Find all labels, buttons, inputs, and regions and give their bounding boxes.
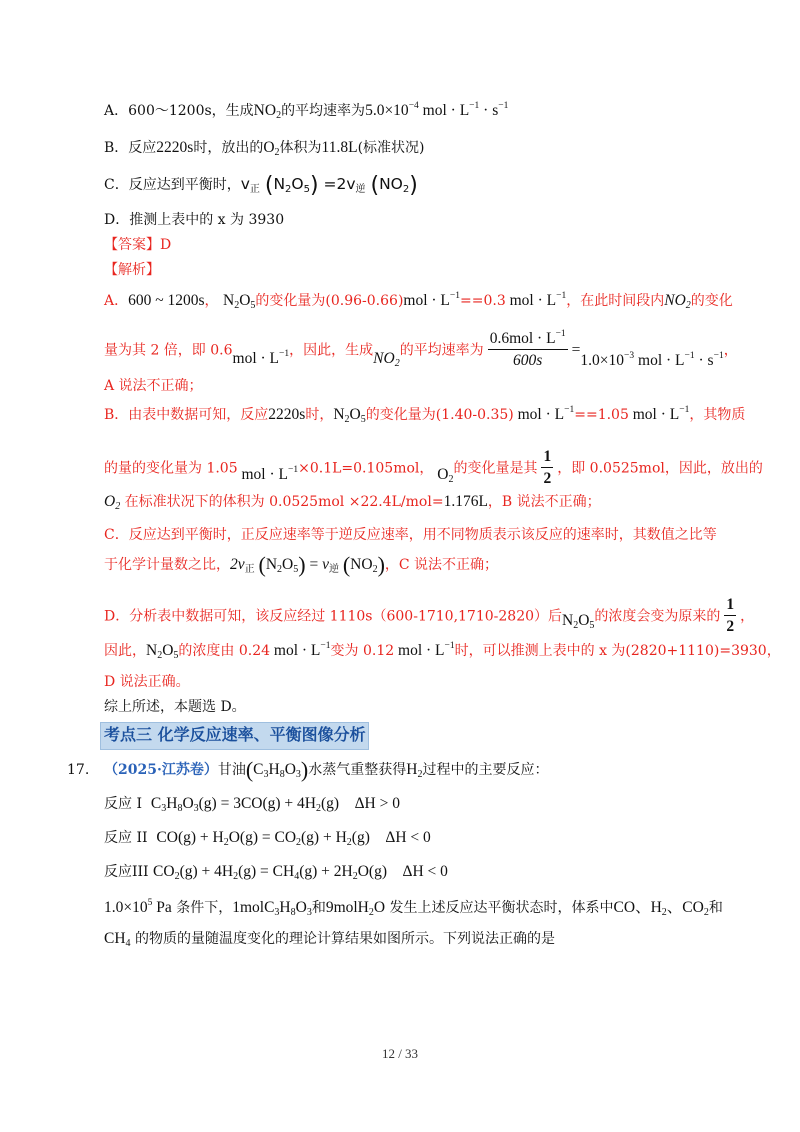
analysis-a-line1: A．600 ~ 1200s， $N_2O_5$的变化量为$(0.96-0.66)mol \cdot L^{-1}==0.3$ mol · $L^{-1}$，在此时间段内$NO_2$的变化 — [104, 291, 733, 311]
section-title: 考点三 化学反应速率、平衡图像分析 — [104, 725, 366, 744]
reaction-1: 反应 I $C_3H_8O_3(g) = 3CO(g) + 4H_2(g)$ ΔH > 0 — [104, 795, 400, 814]
analysis-b-line2: 的量的变化量为 1.05 mol · $L^{-1}\times 0.1L=0.105mol$， $O_2$的变化量是其 $\frac{1}{2}$ ，即 0.0525mol，因此，放出的 — [104, 448, 763, 487]
answer: 【答案】D — [104, 237, 172, 253]
analysis-a-line2: 量为其 2 倍，即 $0.6mol \cdot L^{-1}$，因此，生成$NO_2$的平均速率为 $\frac{0.6mol \cdot L^{-1}}{600s}$ $=1.0\times 10^{-3}$ mol · $L^{-1} \cdot s^{-1}$， — [104, 329, 738, 369]
analysis-a-line3: A 说法不正确； — [104, 378, 203, 394]
option-a: A．600～1200s，生成$NO_2$的平均速率为$5.0\times 10^{-4}$ mol · $L^{-1} \cdot s^{-1}$ — [104, 101, 509, 121]
condition-line1: $1.0\times 10^5$ Pa 条件下，$1molC_3H_8O_3$和9molH$_2$O 发生上述反应达平衡状态时，体系中CO、$H_2$、$CO_2$和 — [104, 898, 723, 918]
analysis-d-line3: D 说法正确。 — [104, 674, 190, 690]
reaction-2: 反应 II $CO(g) + H_2O(g) = CO_2(g) + H_2(g)$ ΔH < 0 — [104, 829, 431, 848]
reaction-3: 反应III $CO_2(g) + 4H_2(g) = CH_4(g) + 2H_2O(g)$ ΔH < 0 — [104, 863, 448, 882]
analysis-b-line3: $O_2$ 在标准状况下的体积为 0.0525mol ×22.4L/mol=1.176L，B 说法不正确； — [104, 493, 601, 512]
analysis-d-line1: D．分析表中数据可知，该反应经过 1110s（600-1710,1710-2820）后$N_2O_5$的浓度会变为原来的 $\frac{1}{2}$ ， — [104, 596, 755, 635]
condition-line2: $CH_4$ 的物质的量随温度变化的理论计算结果如图所示。下列说法正确的是 — [104, 930, 555, 949]
analysis-c-line1: C．反应达到平衡时，正反应速率等于逆反应速率，用不同物质表示该反应的速率时，其数值之比等 — [104, 527, 717, 543]
question-number: 17. — [67, 762, 90, 778]
option-d: D．推测上表中的 x 为 3930 — [104, 212, 285, 228]
analysis-b-line1: B．由表中数据可知，反应2220s时，$N_2O_5$的变化量为(1.40-0.35) mol · $L^{-1}==1.05$ mol · $L^{-1}$，其物质 — [104, 405, 746, 425]
analysis-d-line2: 因此，$N_2O_5$的浓度由 0.24 mol · $L^{-1}$变为 0.12 mol · $L^{-1}$时，可以推测上表中的 x 为(2820+1110)=3930， — [104, 641, 781, 661]
analysis-heading: 【解析】 — [104, 262, 160, 278]
analysis-summary: 综上所述，本题选 D。 — [104, 699, 246, 715]
analysis-c-line2: 于化学计量数之比，$2v_正$ $(N_2O_5) = v_逆$ $(NO_2)$，C 说法不正确； — [104, 552, 499, 577]
question-stem: （2025·江苏卷）甘油$(C_3H_8O_3)$水蒸气重整获得$H_2$过程中的主要反应： — [104, 757, 549, 782]
option-c: C．反应达到平衡时，$v_正$ $(N_2O_5) =2v_逆$ $(NO_2)$ — [104, 173, 418, 198]
option-b: B．反应2220s时，放出的$O_2$体积为11.8L(标准状况) — [104, 139, 425, 158]
page-number: 12 / 33 — [381, 1046, 419, 1061]
